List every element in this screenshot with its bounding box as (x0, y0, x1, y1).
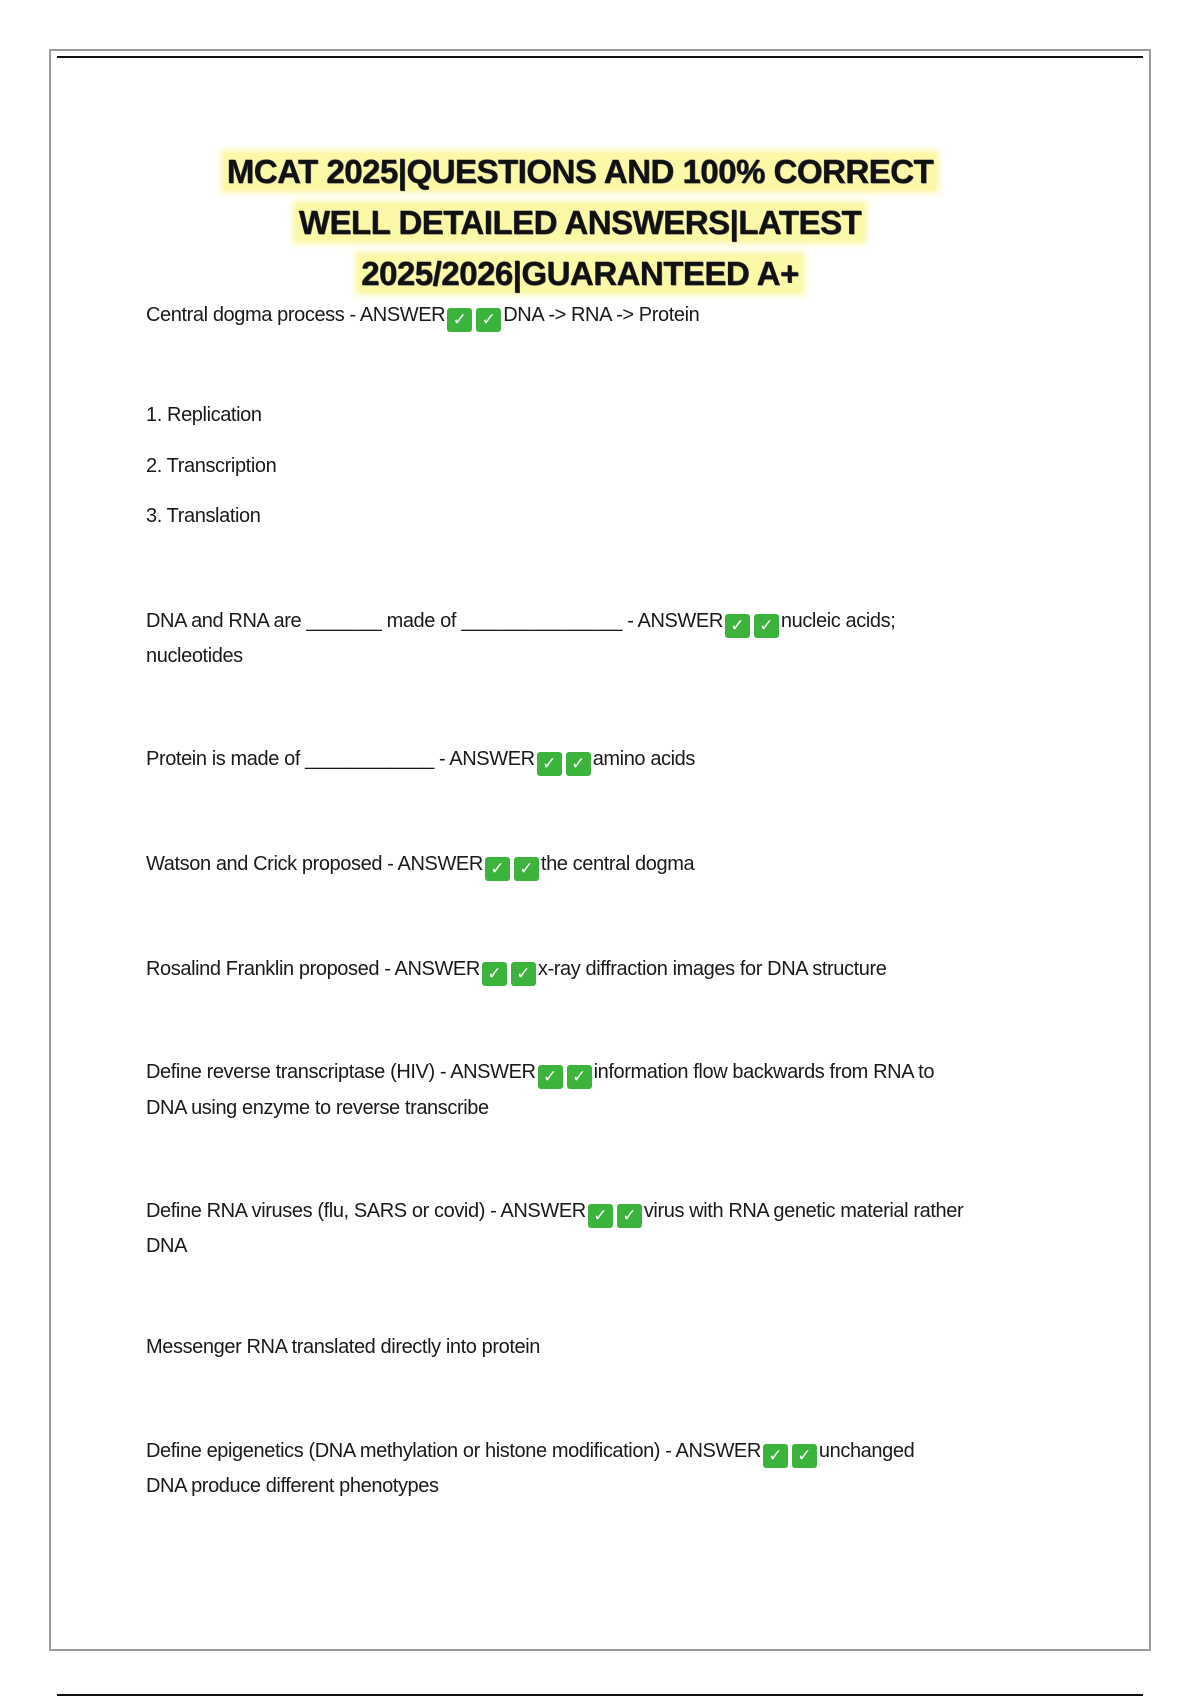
question-text: Define reverse transcriptase (HIV) - ANSWER (146, 1061, 536, 1083)
green-checkbox-icon: ✓ (567, 1065, 592, 1089)
question-text: Watson and Crick proposed - ANSWER (146, 853, 483, 875)
question-text: Rosalind Franklin proposed - ANSWER (146, 958, 480, 980)
list-item: 3. Translation (146, 505, 261, 527)
qa-item-central-dogma (146, 298, 699, 333)
question-text: DNA and RNA are _______ made of _______________ - ANSWER (146, 610, 723, 632)
green-checkbox-icon: ✓ (754, 614, 779, 638)
green-checkbox-icon: ✓ (485, 857, 510, 881)
answer-continuation: DNA produce different phenotypes (146, 1475, 439, 1497)
answer-text: x-ray diffraction images for DNA structure (537, 958, 887, 980)
qa-item-nucleic-acids (146, 604, 895, 639)
list-item: 2. Transcription (146, 455, 277, 477)
answer-text: the central dogma (540, 853, 695, 875)
answer-text: amino acids (592, 748, 696, 770)
answer-continuation: DNA using enzyme to reverse transcribe (146, 1097, 489, 1119)
footer-rule (57, 1694, 1143, 1696)
list-item: 1. Replication (146, 404, 262, 426)
green-checkbox-icon: ✓ (538, 1065, 563, 1089)
answer-continuation: DNA (146, 1235, 188, 1257)
static-text-line: Messenger RNA translated directly into protein (146, 1336, 541, 1358)
question-text: Define epigenetics (DNA methylation or histone modification) - ANSWER (146, 1440, 761, 1462)
green-checkbox-icon: ✓ (588, 1204, 613, 1228)
answer-text: unchanged (818, 1440, 915, 1462)
answer-text: virus with RNA genetic material rather (643, 1200, 964, 1222)
green-checkbox-icon: ✓ (792, 1444, 817, 1468)
qa-item-rna-viruses (146, 1194, 963, 1229)
document-title (100, 146, 1060, 299)
green-checkbox-icon: ✓ (725, 614, 750, 638)
green-checkbox-icon: ✓ (514, 857, 539, 881)
green-checkbox-icon: ✓ (482, 962, 507, 986)
qa-item-rosalind-franklin (146, 952, 886, 987)
green-checkbox-icon: ✓ (447, 308, 472, 332)
header-rule (57, 56, 1143, 58)
qa-item-epigenetics (146, 1434, 914, 1469)
green-checkbox-icon: ✓ (763, 1444, 788, 1468)
question-text: Central dogma process - ANSWER (146, 304, 446, 326)
qa-item-watson-crick (146, 847, 694, 882)
qa-item-reverse-transcriptase (146, 1055, 934, 1090)
title-line-3: 2025/2026|GUARANTEED A+ (358, 255, 802, 292)
qa-item-protein (146, 742, 695, 777)
green-checkbox-icon: ✓ (566, 752, 591, 776)
title-line-2: WELL DETAILED ANSWERS|LATEST (296, 204, 864, 241)
answer-text: nucleic acids; (780, 610, 896, 632)
title-line-1: MCAT 2025|QUESTIONS AND 100% CORRECT (224, 153, 936, 190)
answer-text: DNA -> RNA -> Protein (503, 304, 700, 326)
answer-text: information flow backwards from RNA to (593, 1061, 935, 1083)
question-text: Protein is made of ____________ - ANSWER (146, 748, 535, 770)
green-checkbox-icon: ✓ (537, 752, 562, 776)
answer-continuation: nucleotides (146, 645, 243, 667)
green-checkbox-icon: ✓ (476, 308, 501, 332)
green-checkbox-icon: ✓ (617, 1204, 642, 1228)
question-text: Define RNA viruses (flu, SARS or covid) - ANSWER (146, 1200, 586, 1222)
green-checkbox-icon: ✓ (511, 962, 536, 986)
